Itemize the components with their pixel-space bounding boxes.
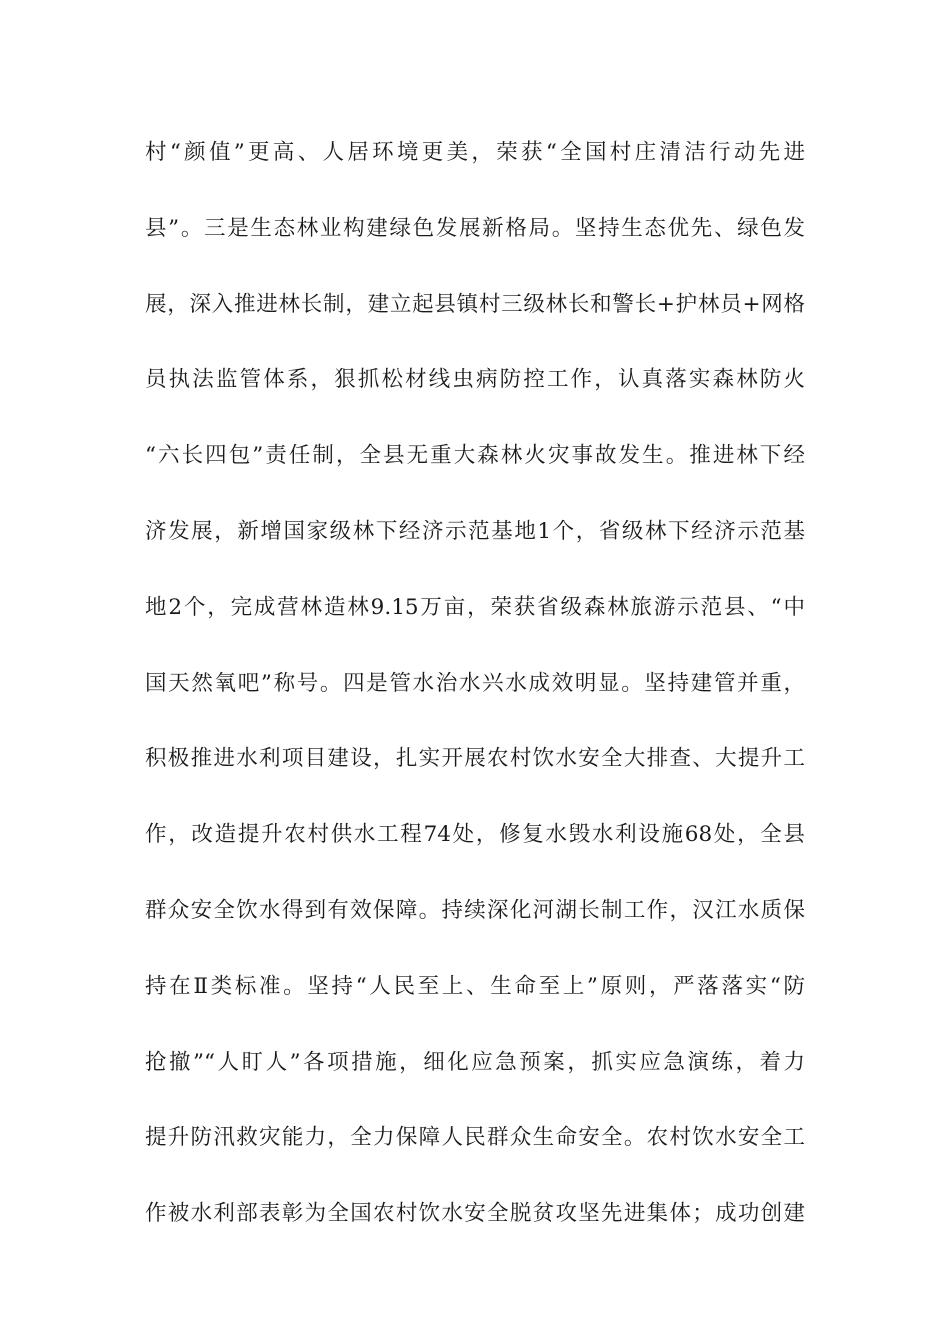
text-line: 展，深入推进林长制，建立起县镇村三级林长和警长+护林员+网格: [145, 291, 805, 317]
text-line: “六长四包”责任制，全县无重大森林火灾事故发生。推进林下经: [145, 443, 805, 469]
text-line: 员执法监管体系，狠抓松材线虫病防控工作，认真落实森林防火: [145, 367, 805, 393]
text-line: 作，改造提升农村供水工程74处，修复水毁水利设施68处，全县: [145, 822, 805, 848]
text-line: 济发展，新增国家级林下经济示范基地1个，省级林下经济示范基: [145, 518, 805, 544]
text-line: 村“颜值”更高、人居环境更美，荣获“全国村庄清洁行动先进: [145, 140, 805, 165]
body-text: [145, 131, 805, 1268]
text-line: 国天然氧吧”称号。四是管水治水兴水成效明显。坚持建管并重，: [145, 670, 805, 696]
text-line: 作被水利部表彰为全国农村饮水安全脱贫攻坚先进集体；成功创建: [145, 1201, 805, 1227]
text-line: 持在Ⅱ类标准。坚持“人民至上、生命至上”原则，严落落实“防: [145, 973, 805, 999]
text-line: 地2个，完成营林造林9.15万亩，荣获省级森林旅游示范县、“中: [145, 594, 805, 620]
text-line: 抢撤”“人盯人”各项措施，细化应急预案，抓实应急演练，着力: [145, 1049, 805, 1075]
text-line: 县”。三是生态林业构建绿色发展新格局。坚持生态优先、绿色发: [145, 215, 805, 241]
text-line: 积极推进水利项目建设，扎实开展农村饮水安全大排查、大提升工: [145, 746, 805, 772]
text-line: 提升防汛救灾能力，全力保障人民群众生命安全。农村饮水安全工: [145, 1125, 805, 1151]
text-line: 群众安全饮水得到有效保障。持续深化河湖长制工作，汉江水质保: [145, 897, 805, 923]
